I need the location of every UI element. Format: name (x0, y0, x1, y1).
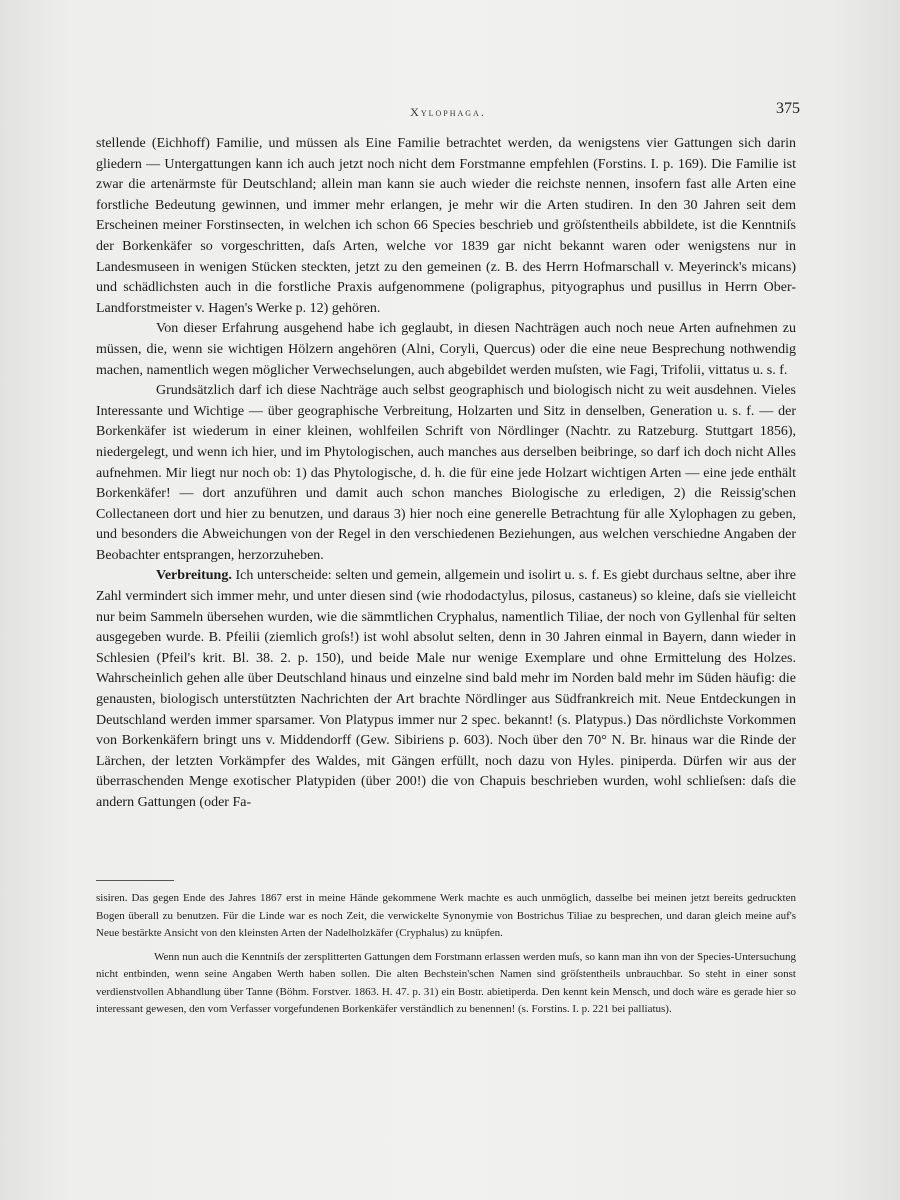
paragraph-1: stellende (Eichhoff) Familie, und müssen als Eine Familie betrachtet werden, da wenigstens vier Gattungen sich darin gliedern — Untergattungen kann ich auch jetzt noch nicht dem Forstmanne empfehlen (Forstins. I. p. 169). Die Familie ist zwar die artenärmste für Deutschland; allein man kann sie auch wieder die reichste nennen, insofern fast alle Arten eine forstliche Bedeutung gewinnen, und immer mehr erlangen, je mehr wir die Arten studiren. In den 30 Jahren seit dem Erscheinen meiner Forstinsecten, in welchen ich schon 66 Species beschrieb und gröſstentheils abbildete, ist die Kenntniſs der Borkenkäfer so vorgeschritten, daſs Arten, welche vor 1839 gar nicht bekannt waren oder wenigstens nur in Landesmuseen in wenigen Stücken steckten, jetzt zu den gemeinen (z. B. des Herrn Hofmarschall v. Meyerinck's micans) und schädlichsten auch in die forstliche Praxis aufgenommene (poligraphus, pityographus und pusillus in Herrn Ober-Landforstmeister v. Hagen's Werke p. 12) gehören. (96, 136, 796, 316)
footnote-1: sisiren. Das gegen Ende des Jahres 1867 erst in meine Hände gekommene Werk machte es auch unmöglich, dasselbe bei meinen jetzt bereits gedruckten Bogen überall zu benutzen. Für die Linde war es noch Zeit, die verwickelte Synonymie von Bostrichus Tiliae zu besprechen, und daran gleich meine auf's Neue bestärkte Ansicht von den kleinsten Arten der Nadelholzkäfer (Cryphalus) zu knüpfen. (96, 892, 796, 939)
main-text (96, 134, 796, 814)
page-number: 375 (776, 100, 800, 117)
paragraph-2: Von dieser Erfahrung ausgehend habe ich geglaubt, in diesen Nachträgen auch noch neue Arten aufnehmen zu müssen, die, wenn sie wichtigen Hölzern angehören (Alni, Coryli, Quercus) oder die eine neue Besprechung nothwendig machen, namentlich wegen möglicher Verwechselungen, auch abgebildet werden muſsten, wie Fagi, Trifolii, vittatus u. s. f. (96, 321, 796, 378)
footnotes (96, 890, 796, 1019)
paragraph-4-text: Ich unterscheide: selten und gemein, allgemein und isolirt u. s. f. Es giebt durchaus seltne, aber ihre Zahl vermindert sich immer mehr, und unter diesen sind (wie rhododactylus, pilosus, castaneus) so kleine, daſs sie vielleicht nur beim Sammeln übersehen wurden, wie die sämmtlichen Cryphalus, namentlich Tiliae, der noch von Gyllenhal für selten ausgegeben wurde. B. Pfeilii (ziemlich groſs!) ist wohl absolut selten, denn in 30 Jahren einmal in Bayern, dann wieder in Schlesien (Pfeil's krit. Bl. 38. 2. p. 150), und beide Male nur wenige Exemplare und ohne Ermittelung des Holzes. Wahrscheinlich gehen alle über Deutschland hinaus und einzelne sind bald mehr im Norden bald mehr im Süden häufig: die genausten, biologisch unterstützten Nachrichten der Art brachte Nördlinger aus Südfrankreich mit. Neue Entdeckungen in Deutschland werden immer sparsamer. Von Platypus immer nur 2 spec. bekannt! (s. Platypus.) Das nördlichste Vorkommen von Borkenkäfern bringt uns v. Middendorff (Gew. Sibiriens p. 603). Noch über den 70° N. Br. hinaus war die Rinde der Lärchen, der letzten Vorkämpfer des Waldes, mit Gängen erfüllt, noch dazu von Hyles. piniperda. Dürfen wir aus der überraschenden Menge exotischer Platypiden (über 200!) die von Chapuis beschrieben wurden, wohl schlieſsen: daſs die andern Gattungen (oder Fa- (96, 568, 796, 810)
footnote-rule (96, 880, 174, 881)
running-title: Xylophaga. (410, 105, 486, 119)
running-header (96, 100, 800, 124)
paragraph-3: Grundsätzlich darf ich diese Nachträge auch selbst geographisch und biologisch nicht zu weit ausdehnen. Vieles Interessante und Wichtige — über geographische Verbreitung, Holzarten und Sitz in denselben, Generation u. s. f. — der Borkenkäfer ist wiederum in einer kleinen, wohlfeilen Schrift von Nördlinger (Nachtr. zu Ratzeburg. Stuttgart 1856), niedergelegt, und wenn ich hier, und im Phytologischen, auch manches aus derselben beibringe, so darf ich doch nicht Alles aufnehmen. Mir liegt nur noch ob: 1) das Phytologische, d. h. die für eine jede Holzart wichtigen Arten — eine jede enthält Borkenkäfer! — dort anzuführen und damit auch schon manches Biologische zu erledigen, 2) die Reissig'schen Collectaneen dort und hier zu benutzen, und daraus 3) hier noch eine generelle Betrachtung für alle Xylophagen zu geben, und besonders die Abweichungen von der Regel in den verschiedenen Beziehungen, aus welchen verschiedne Angaben der Beobachter entsprangen, herzorzuheben. (96, 383, 796, 563)
paragraph-4 (96, 566, 796, 813)
footnote-2: Wenn nun auch die Kenntniſs der zersplitterten Gattungen dem Forstmann erlassen werden muſs, so kann man ihn von der Species-Untersuchung nicht entbinden, wenn seine Angaben Werth haben sollen. Die alten Bechstein'schen Namen sind gröſstentheils unbrauchbar. So steht in einer sonst verdienstvollen Abhandlung über Tanne (Böhm. Forstver. 1863. H. 47. p. 31) ein Bostr. abietiperda. Den kennt kein Mensch, und doch wäre es gerade hier so interessant gewesen, den vom Verfasser vorgefundenen Borkenkäfer verständlich zu benennen! (s. Forstins. I. p. 221 bei palliatus). (96, 950, 796, 1015)
section-heading-verbreitung: Verbreitung. (156, 568, 232, 584)
